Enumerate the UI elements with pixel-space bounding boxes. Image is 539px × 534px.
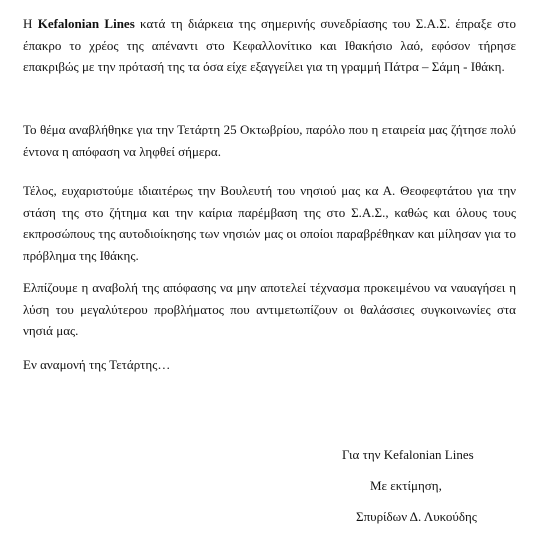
- paragraph-awaiting: Εν αναμονή της Τετάρτης…: [23, 357, 171, 372]
- signature-company-line: Για την Kefalonian Lines: [342, 447, 474, 462]
- signature-regards-line: Με εκτίμηση,: [370, 478, 442, 493]
- signature-name-line: Σπυρίδων Δ. Λυκούδης: [356, 509, 477, 524]
- paragraph-postponement: Το θέμα αναβλήθηκε για την Τετάρτη 25 Οκτωβρίου, παρόλο που η εταιρεία μας ζήτησε πολύ έντονα η απόφαση να ληφθεί σήμερα.: [23, 122, 516, 159]
- paragraph-prefix: Η: [23, 16, 38, 31]
- company-name: Kefalonian Lines: [37, 16, 135, 31]
- paragraph-text: κατά τη διάρκεια της σημερινής συνεδρίασης του Σ.Α.Σ. έπραξε στο έπακρο το χρέος της απέναντι στο Κεφαλλονίτικο και Ιθακήσιο λαό, εφόσον τήρησε επακριβώς με την πρότασή της τα όσα είχε εξαγγείλει για τη γραμμή Πάτρα – Σάμη - Ιθάκη.: [23, 16, 516, 75]
- paragraph-thanks: Τέλος, ευχαριστούμε ιδιαιτέρως την Βουλευτή του νησιού μας κα Α. Θεοφεφτάτου για την στάση της στο ζήτημα και την καίρια παρέμβαση της στο Σ.Α.Σ., καθώς και όλους τους εκπροσώπους της αυτοδιοίκησης των νησιών μας οι οποίοι παραβρέθηκαν και μίλησαν για το πρόβλημα της Ιθάκης.: [23, 183, 516, 263]
- paragraph-hope: Ελπίζουμε η αναβολή της απόφασης να μην αποτελεί τέχνασμα προκειμένου να ναυαγήσει η λύση του μεγαλύτερου προβλήματος που αντιμετωπίζουν οι θαλάσσιες συγκοινωνίες στα νησιά μας.: [23, 280, 516, 339]
- paragraph-session-outcome: [23, 13, 516, 78]
